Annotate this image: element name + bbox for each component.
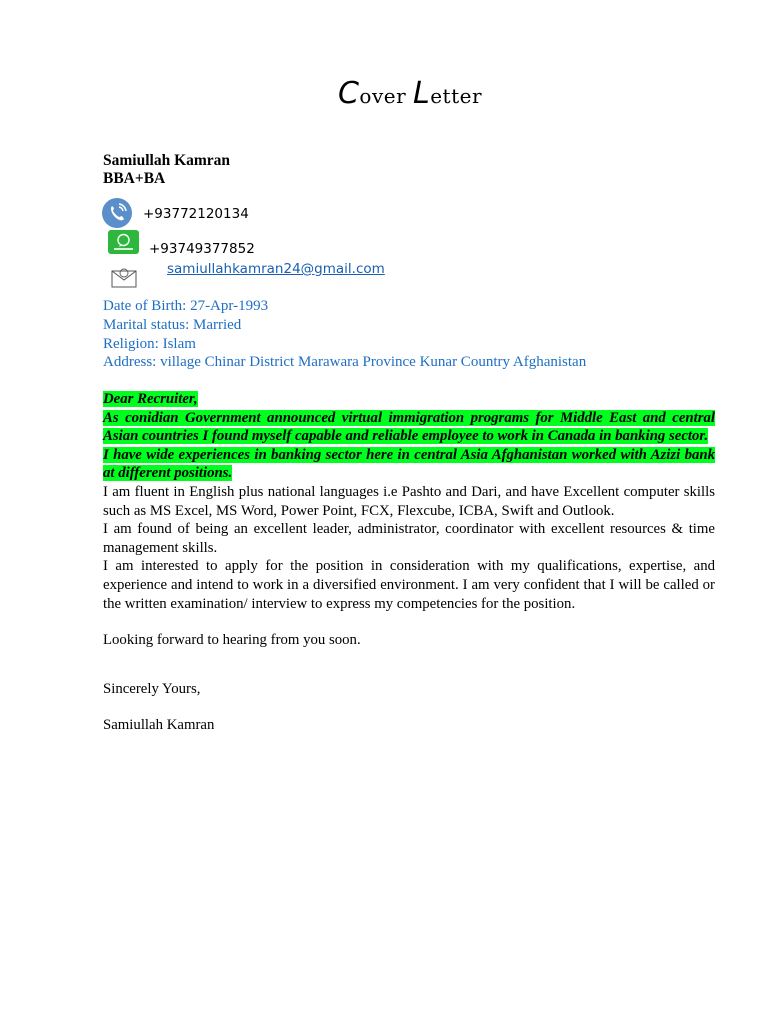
- highlight-text-2: I have wide experiences in banking sector here in central Asia Afghanistan worked with Azizi bank at different positions.: [103, 446, 715, 482]
- date-of-birth: Date of Birth: 27-Apr-1993: [103, 298, 269, 314]
- phone-icon: [102, 198, 132, 228]
- applicant-name: Samiullah Kamran: [103, 152, 231, 169]
- religion: Religion: Islam: [103, 335, 196, 352]
- email-address[interactable]: [167, 261, 385, 277]
- address: Address: village Chinar District Marawara Province Kunar Country Afghanistan: [103, 354, 587, 371]
- personal-details: [103, 297, 586, 372]
- applicant-header: [103, 152, 230, 188]
- highlight-text-1: As conidian Government announced virtual immigration programs for Middle East and central Asian countries I found myself capable and reliable employee to work in Canada in banking sector.: [103, 409, 715, 445]
- whatsapp-icon: [108, 230, 139, 254]
- email-link[interactable]: samiullahkamran24@gmail.com: [167, 261, 385, 277]
- paragraph-leadership: I am found of being an excellent leader, administrator, coordinator with excellent resources & time management skills.: [103, 521, 715, 556]
- highlight-paragraph-1: [103, 409, 715, 446]
- highlight-paragraph-2: [103, 446, 715, 483]
- title-part-1: over: [359, 84, 413, 108]
- greeting-text: Dear Recruiter,: [103, 391, 198, 407]
- letter-body: [103, 390, 715, 735]
- title-initial-l: L: [413, 76, 431, 111]
- phone-number: +93772120134: [143, 206, 249, 222]
- signature-name: Samiullah Kamran: [103, 717, 215, 734]
- closing-line: Looking forward to hearing from you soon.: [103, 632, 361, 649]
- paragraph-interest: I am interested to apply for the position in consideration with my qualifications, expertise, and experience and intend to work in a diversified environment. I am very confident that I will be called or the written examination/ interview to express my competencies for the position.: [103, 558, 715, 612]
- applicant-degree: BBA+BA: [103, 170, 166, 187]
- email-icon: [109, 264, 139, 290]
- whatsapp-number: +93749377852: [149, 241, 255, 257]
- title-initial-c: C: [337, 76, 360, 111]
- marital-status: Marital status: Married: [103, 316, 242, 333]
- page-title: [0, 76, 768, 111]
- paragraph-skills: I am fluent in English plus national languages i.e Pashto and Dari, and have Excellent computer skills such as MS Excel, MS Word, Power Point, FCX, Flexcube, ICBA, Swift and Outlook.: [103, 483, 715, 519]
- signoff: Sincerely Yours,: [103, 680, 201, 697]
- title-part-2: etter: [430, 84, 483, 108]
- greeting: [103, 390, 715, 409]
